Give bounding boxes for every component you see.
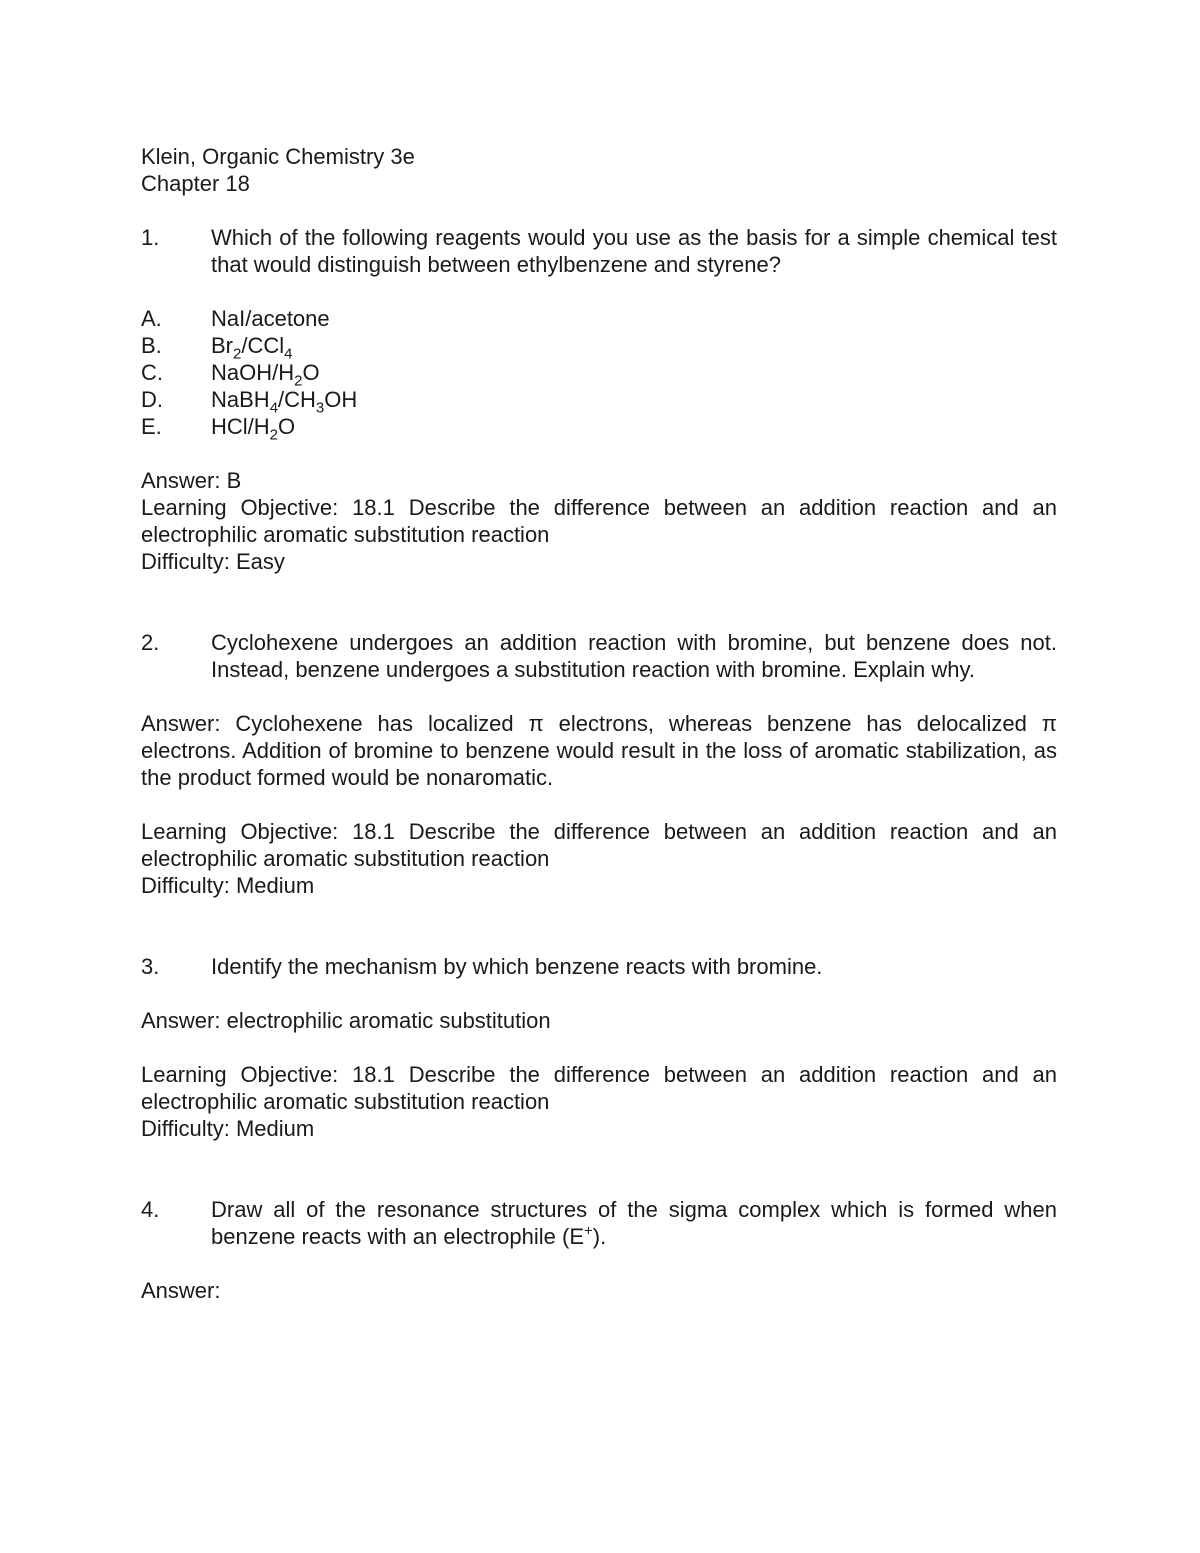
difficulty: Difficulty: Medium [141, 873, 315, 898]
learning-objective: Learning Objective: 18.1 Describe the difference between an addition reaction and an electrophilic aromatic substitution reaction [141, 1062, 1057, 1114]
question-2 [141, 629, 1057, 683]
question-4 [141, 1196, 1057, 1250]
learning-objective: Learning Objective: 18.1 Describe the difference between an addition reaction and an electrophilic aromatic substitution reaction [141, 495, 1057, 547]
answer: Answer: electrophilic aromatic substitution [141, 1008, 551, 1033]
option-a [141, 305, 1057, 332]
answer: Answer: [141, 1278, 221, 1303]
question-number: 1. [141, 225, 160, 250]
question-number: 4. [141, 1197, 160, 1222]
question-number: 3. [141, 954, 160, 979]
option-text: HCl/$H_2O$ [211, 414, 296, 444]
question-text: Identify the mechanism by which benzene reacts with bromine. [211, 954, 823, 979]
question-3 [141, 953, 1057, 980]
difficulty: Difficulty: Easy [141, 549, 285, 574]
question-text: Cyclohexene undergoes an addition reaction with bromine, but benzene does not. Instead, benzene undergoes a substitution reaction with bromine. Explain why. [211, 630, 1057, 682]
option-d [141, 386, 1057, 417]
option-text: NaOH/$H_2O$ [211, 360, 320, 390]
option-letter: D. [141, 387, 163, 412]
option-text: $NaBH_4/CH_3OH$ [211, 387, 358, 417]
chapter-title: Chapter 18 [141, 171, 250, 196]
option-text: NaI/acetone [211, 306, 330, 331]
option-text: $Br_2/CCl_4$ [211, 333, 293, 363]
option-letter: E. [141, 414, 162, 439]
question-number: 2. [141, 630, 160, 655]
option-e [141, 413, 1057, 444]
question-text: Which of the following reagents would you use as the basis for a simple chemical test that would distinguish between ethylbenzene and styrene? [211, 225, 1057, 277]
learning-objective: Learning Objective: 18.1 Describe the difference between an addition reaction and an electrophilic aromatic substitution reaction [141, 819, 1057, 871]
question-text: Draw all of the resonance structures of the sigma complex which is formed when benzene reacts with an electrophile (E+). [211, 1197, 1057, 1249]
answer: Answer: B [141, 468, 242, 493]
difficulty: Difficulty: Medium [141, 1116, 315, 1141]
option-list [141, 305, 1057, 444]
option-b [141, 332, 1057, 363]
option-c [141, 359, 1057, 390]
book-title: Klein, Organic Chemistry 3e [141, 144, 415, 169]
question-1 [141, 224, 1057, 278]
answer: Answer: Cyclohexene has localized π electrons, whereas benzene has delocalized π electrons. Addition of bromine to benzene would result in the loss of aromatic stabilization, as the product formed would be nonaromatic. [141, 711, 1057, 790]
option-letter: C. [141, 360, 163, 385]
option-letter: B. [141, 333, 162, 358]
option-letter: A. [141, 306, 162, 331]
document-content [141, 143, 1057, 1304]
